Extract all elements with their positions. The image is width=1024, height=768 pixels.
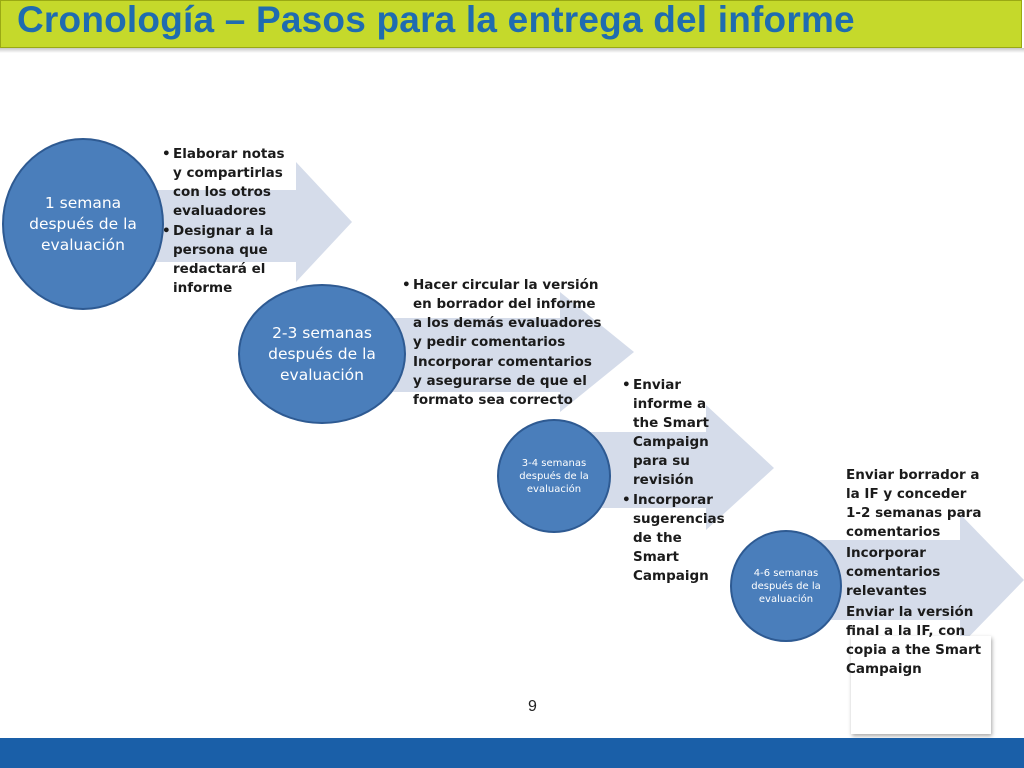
page-number: 9	[528, 698, 537, 715]
list-item: Incorporar comentarios y asegurarse de que el formato sea correcto	[413, 354, 592, 408]
step-1-list	[162, 145, 297, 299]
list-item: Enviar borrador a la IF y conceder 1-2 semanas para comentarios	[846, 467, 982, 540]
step-3-circle: 3-4 semanas después de la evaluación	[497, 419, 611, 533]
step-3-list	[622, 376, 732, 587]
list-item: Enviar la versión final a la IF, con copia a the Smart Campaign	[846, 604, 982, 677]
step-4-circle: 4-6 semanas después de la evaluación	[730, 530, 842, 642]
page-title: Cronología – Pasos para la entrega del informe	[17, 0, 855, 40]
list-item: • Elaborar notas y compartirlas con los otros evaluadores	[162, 145, 297, 221]
step-2-circle: 2-3 semanas después de la evaluación	[238, 284, 406, 424]
list-item: • Enviar informe a the Smart Campaign para su revisión	[622, 376, 732, 490]
list-item: • Hacer circular la versión en borrador del informe a los demás evaluadores y pedir comentarios	[402, 276, 602, 352]
step-2-list	[402, 276, 602, 411]
list-item: Incorporar comentarios relevantes	[846, 545, 941, 599]
step-4-list	[835, 466, 985, 681]
list-item: • Designar a la persona que redactará el informe	[162, 222, 297, 298]
bottom-bar	[0, 738, 1024, 768]
step-1-circle: 1 semana después de la evaluación	[2, 138, 164, 310]
list-item: • Incorporar sugerencias de the Smart Campaign	[622, 491, 732, 586]
